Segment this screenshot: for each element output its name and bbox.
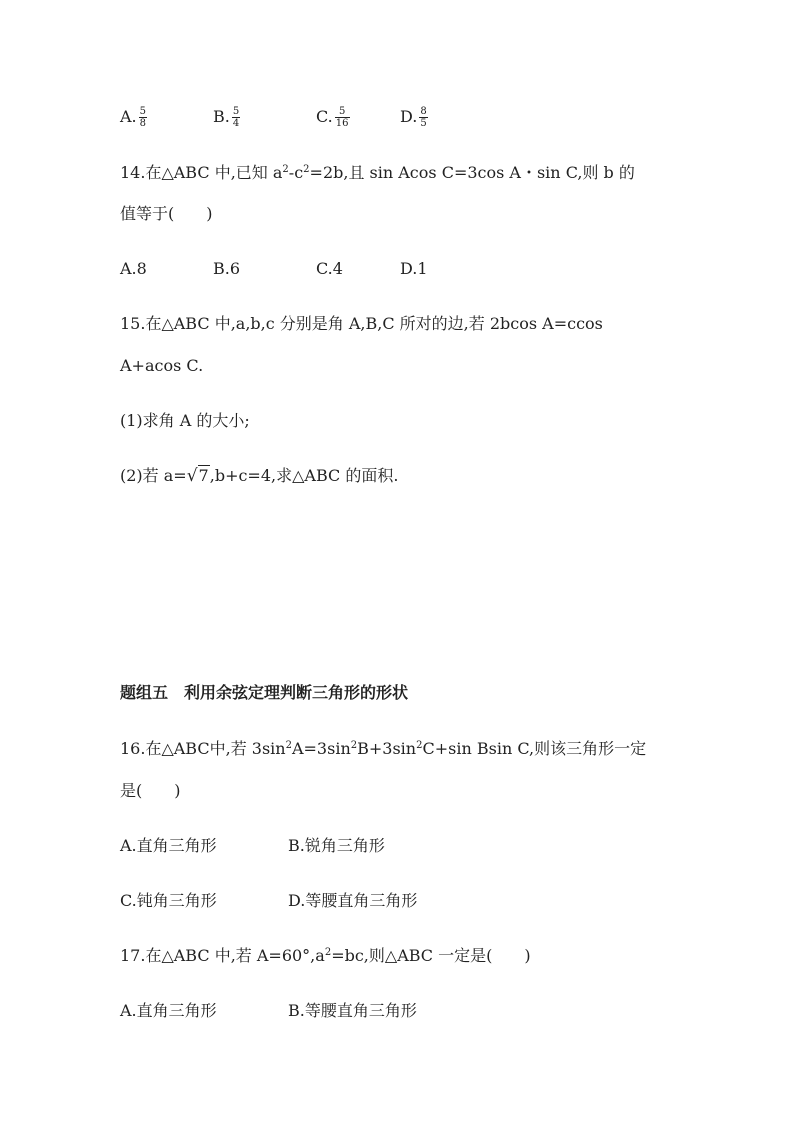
superscript: 2 xyxy=(303,164,310,175)
text: A=3sin xyxy=(291,739,351,758)
q14-option-c: C.4 xyxy=(316,259,343,278)
radical-sign: √ xyxy=(186,466,198,486)
text: -c xyxy=(288,163,304,182)
q16-option-d: D.等腰直角三角形 xyxy=(288,891,418,910)
text: B+3sin xyxy=(357,739,417,758)
q13-option-b xyxy=(213,106,240,129)
option-label: D. xyxy=(400,107,418,126)
superscript: 2 xyxy=(324,947,332,958)
q14-stem-line1 xyxy=(120,162,635,184)
q17-stem xyxy=(120,945,531,967)
text: 17.在△ABC 中,若 A=60°,a xyxy=(120,946,325,965)
numerator: 5 xyxy=(139,106,147,117)
q16-option-c: C.钝角三角形 xyxy=(120,891,217,910)
text: ,b+c=4,求△ABC 的面积. xyxy=(209,466,399,485)
square-root xyxy=(187,465,210,487)
q15-part2 xyxy=(120,465,398,487)
fraction xyxy=(335,106,350,129)
q13-option-d xyxy=(400,106,428,129)
q16-stem-line1 xyxy=(120,738,646,760)
q16-option-a: A.直角三角形 xyxy=(120,836,217,855)
superscript: 2 xyxy=(285,740,292,751)
text: 14.在△ABC 中,已知 a xyxy=(120,163,283,182)
q14-option-d: D.1 xyxy=(400,259,428,278)
q15-part1: (1)求角 A 的大小; xyxy=(120,411,250,430)
option-label: B. xyxy=(213,107,230,126)
denominator: 16 xyxy=(335,118,349,129)
q14-option-b: B.6 xyxy=(213,259,241,278)
q14-option-a: A.8 xyxy=(120,259,147,278)
text: C+sin Bsin C,则该三角形一定 xyxy=(422,739,647,758)
numerator: 5 xyxy=(232,106,240,117)
numerator: 5 xyxy=(338,106,346,117)
superscript: 2 xyxy=(282,164,289,175)
denominator: 5 xyxy=(420,118,427,129)
numerator: 8 xyxy=(420,106,427,117)
fraction xyxy=(419,106,427,129)
q15-stem-line2: A+acos C. xyxy=(120,356,204,375)
text: 16.在△ABC中,若 3sin xyxy=(120,739,286,758)
text: (2)若 a= xyxy=(120,466,187,485)
q13-option-a xyxy=(120,106,147,129)
denominator: 8 xyxy=(139,118,147,129)
text: =bc,则△ABC 一定是( ) xyxy=(331,946,531,965)
section-heading: 题组五 利用余弦定理判断三角形的形状 xyxy=(120,683,409,702)
q14-stem-line2: 值等于( ) xyxy=(120,204,213,223)
radicand: 7 xyxy=(198,466,209,485)
q17-option-b: B.等腰直角三角形 xyxy=(288,1001,417,1020)
fraction xyxy=(232,106,240,129)
q17-option-a: A.直角三角形 xyxy=(120,1001,217,1020)
superscript: 2 xyxy=(416,740,423,751)
option-label: A. xyxy=(120,107,137,126)
q16-option-b: B.锐角三角形 xyxy=(288,836,385,855)
superscript: 2 xyxy=(350,740,358,751)
text: =2b,且 sin Acos C=3cos A・sin C,则 b 的 xyxy=(309,163,635,182)
q15-stem-line1: 15.在△ABC 中,a,b,c 分别是角 A,B,C 所对的边,若 2bcos A=ccos xyxy=(120,314,603,333)
fraction xyxy=(139,106,147,129)
denominator: 4 xyxy=(232,118,240,129)
q13-option-c xyxy=(316,106,350,129)
q16-stem-line2: 是( ) xyxy=(120,781,181,800)
option-label: C. xyxy=(316,107,333,126)
